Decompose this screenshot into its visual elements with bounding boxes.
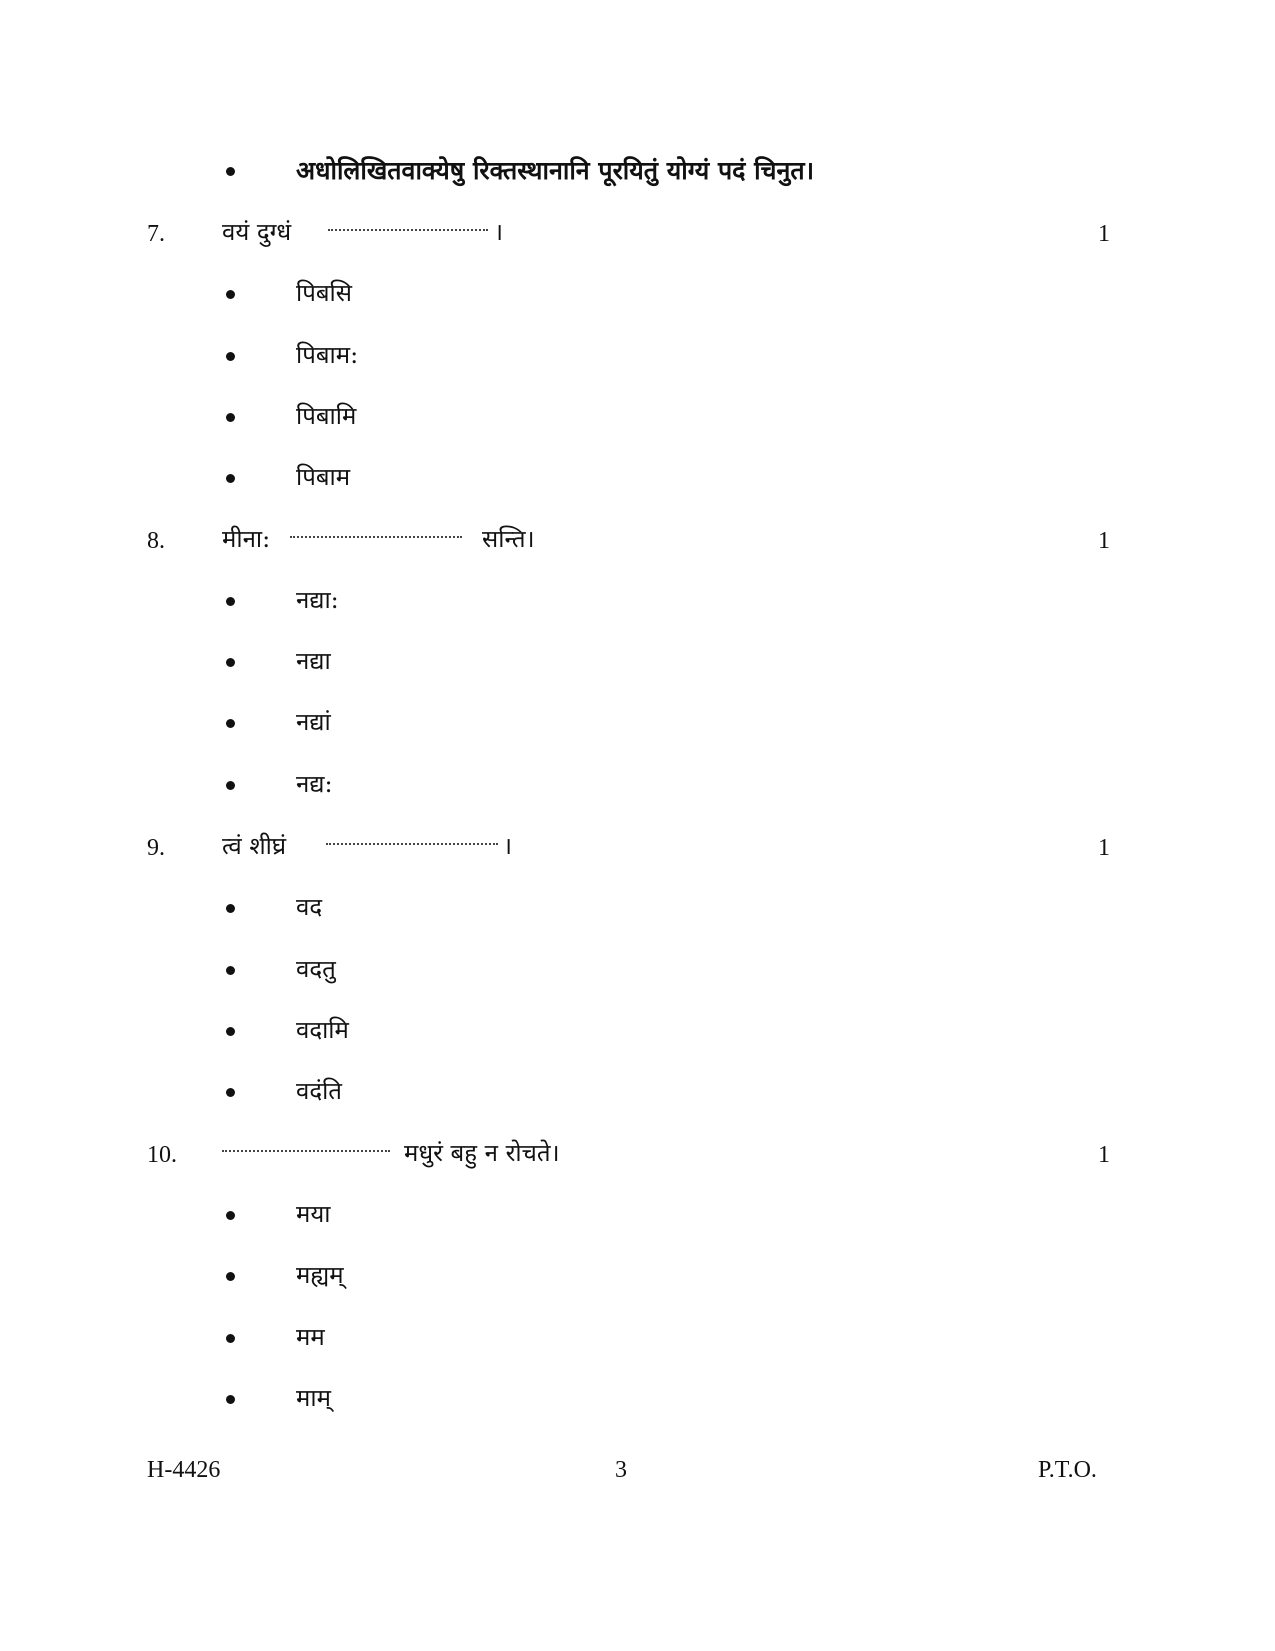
option-c: पिबामि bbox=[296, 402, 357, 430]
option-b: मह्यम् bbox=[296, 1261, 344, 1289]
option-bullet bbox=[226, 966, 235, 975]
option-d: नद्य: bbox=[296, 770, 333, 798]
question-text-before: वयं दुग्धं bbox=[222, 218, 292, 246]
option-a: नद्या: bbox=[296, 586, 339, 614]
option-bullet bbox=[226, 597, 235, 606]
option-bullet bbox=[226, 413, 235, 422]
option-bullet bbox=[226, 1211, 235, 1220]
blank-line bbox=[326, 843, 498, 845]
option-bullet bbox=[226, 1334, 235, 1343]
blank-line bbox=[328, 229, 488, 231]
option-c: मम bbox=[296, 1323, 325, 1351]
option-c: नद्यां bbox=[296, 708, 331, 736]
instruction-text: अधोलिखितवाक्येषु रिक्तस्थानानि पूरयितुं योग्यं पदं चिनुत। bbox=[296, 156, 815, 185]
option-bullet bbox=[226, 1395, 235, 1404]
question-number: 8. bbox=[147, 528, 165, 554]
question-text-before: त्वं शीघ्रं bbox=[222, 832, 287, 860]
option-bullet bbox=[226, 474, 235, 483]
blank-line bbox=[290, 536, 462, 538]
question-text-after: । bbox=[494, 218, 504, 246]
blank-line bbox=[222, 1150, 390, 1152]
question-number: 9. bbox=[147, 835, 165, 861]
option-c: वदामि bbox=[296, 1016, 349, 1044]
option-b: पिबाम: bbox=[296, 341, 359, 369]
question-text-after: । bbox=[503, 832, 513, 860]
option-bullet bbox=[226, 1027, 235, 1036]
option-a: पिबसि bbox=[296, 279, 352, 307]
question-marks: 1 bbox=[1098, 221, 1110, 247]
option-bullet bbox=[226, 904, 235, 913]
option-d: वदंति bbox=[296, 1077, 342, 1105]
question-marks: 1 bbox=[1098, 528, 1110, 554]
question-text-after: सन्ति। bbox=[482, 525, 535, 553]
option-bullet bbox=[226, 719, 235, 728]
option-b: नद्या bbox=[296, 647, 331, 675]
option-d: माम् bbox=[296, 1384, 331, 1412]
option-bullet bbox=[226, 352, 235, 361]
option-a: मया bbox=[296, 1200, 331, 1228]
option-bullet bbox=[226, 658, 235, 667]
option-bullet bbox=[226, 290, 235, 299]
question-text-after: मधुरं बहु न रोचते। bbox=[404, 1139, 560, 1167]
question-marks: 1 bbox=[1098, 1142, 1110, 1168]
option-bullet bbox=[226, 781, 235, 790]
question-marks: 1 bbox=[1098, 835, 1110, 861]
question-text-before: मीना: bbox=[222, 525, 271, 553]
option-a: वद bbox=[296, 893, 323, 921]
option-bullet bbox=[226, 1088, 235, 1097]
page-number: 3 bbox=[615, 1457, 627, 1483]
question-number: 7. bbox=[147, 221, 165, 247]
pto-label: P.T.O. bbox=[1038, 1457, 1097, 1483]
option-d: पिबाम bbox=[296, 463, 351, 491]
option-b: वदतु bbox=[296, 955, 336, 983]
instruction-bullet bbox=[226, 167, 235, 176]
question-number: 10. bbox=[147, 1142, 177, 1168]
paper-code: H-4426 bbox=[147, 1457, 221, 1483]
option-bullet bbox=[226, 1272, 235, 1281]
